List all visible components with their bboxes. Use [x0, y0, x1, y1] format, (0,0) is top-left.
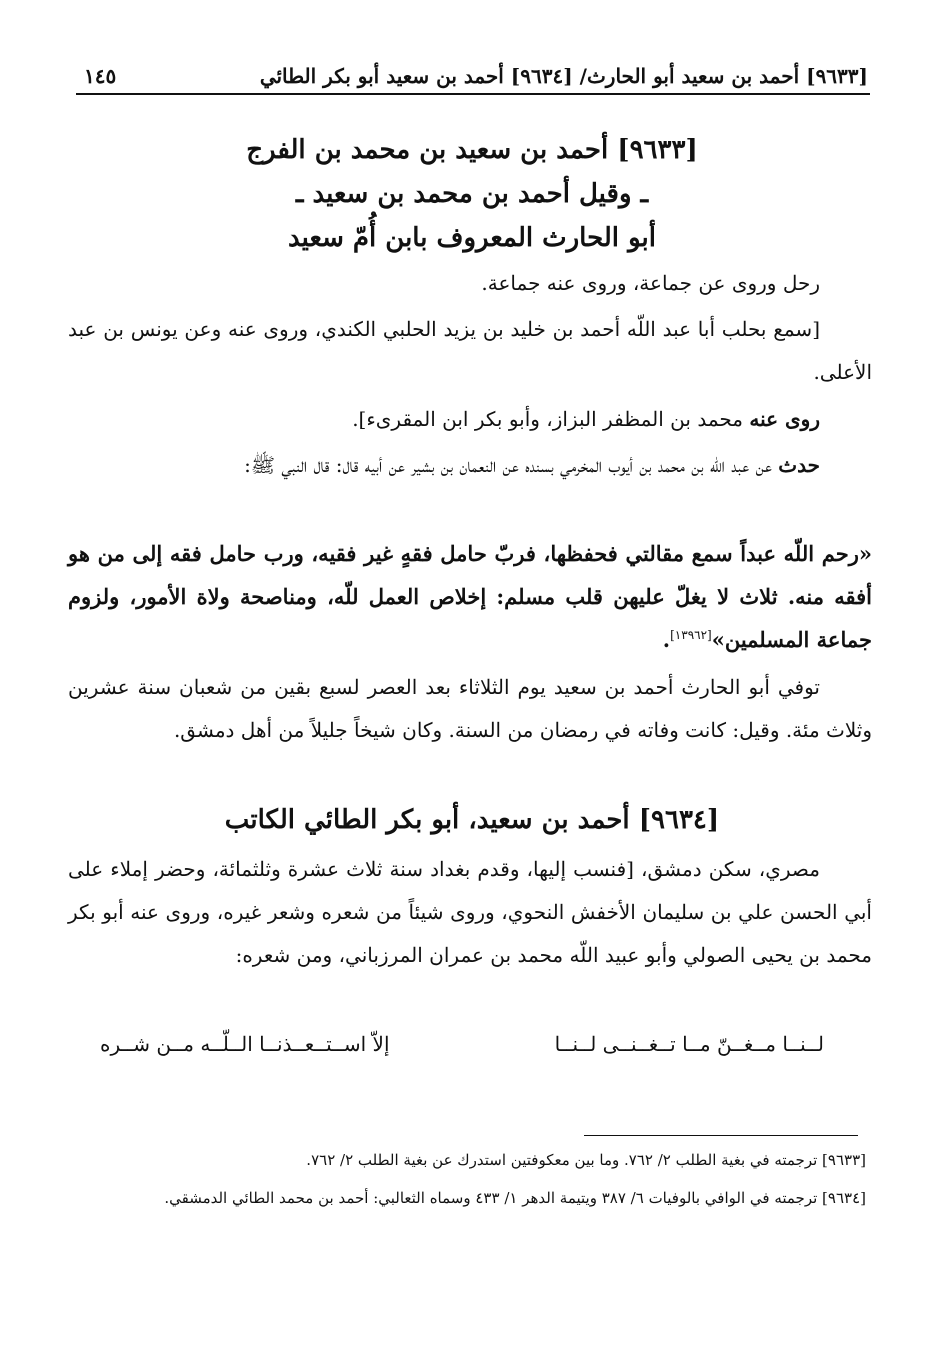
entry-9633-p4-text: عن عبد اللّه بن محمد بن أيوب المخرمي بسنده عن النعمان بن بشير عن أبيه قال: قال النبي ﷺ: [244, 453, 779, 477]
entry-9634-p1-text: مصري، سكن دمشق، [فنسب إليها، وقدم بغداد سنة ثلاث عشرة وثلثمائة، وحضر إملاء على أبي الحسن علي بن سليمان الأخفش النحوي، وروى شيئاً من شعره وشعر غيره، وروى عنه أبو بكر محمد بن يحيى الصولي وأبو عبيد اللّه محمد بن عمران المرزباني، ومن شعره: [68, 857, 872, 967]
entry-9634-paragraph-1 [68, 848, 872, 977]
running-header [78, 44, 868, 88]
entry-9634-title-line: [٩٦٣٤] أحمد بن سعيد، أبو بكر الطائي الكاتب [224, 805, 720, 835]
hadith-reference: [١٣٩٦٢] [670, 628, 712, 642]
entry-9633-p5-text: توفي أبو الحارث أحمد بن سعيد يوم الثلاثاء بعد العصر لسبع بقين من شعبان سنة عشرين وثلاث مئة. وقيل: كانت وفاته في رمضان من السنة. وكان شيخاً جليلاً من أهل دمشق. [68, 675, 872, 742]
verse-second-hemistich: إلاّ اســتــعــذنــا الــلّــه مــن شــره [100, 1032, 390, 1056]
verse-first-hemistich: لــنــا مــغــنّ مــا تــغــنــى لــنــا [554, 1032, 824, 1056]
entry-9633-title-line-2: ـ وقيل أحمد بن محمد بن سعيد ـ [295, 179, 649, 209]
hadith-text [68, 532, 872, 661]
entry-9633-paragraph-4 [68, 444, 872, 487]
entry-9633-p3-text: محمد بن المظفر البزاز، وأبو بكر ابن المقرىء]. [352, 407, 750, 431]
entry-9634-title [60, 798, 884, 842]
entry-9633-paragraph-1 [68, 262, 872, 305]
entry-9633-title-line-1: [٩٦٣٣] أحمد بن سعيد بن محمد بن الفرج [246, 135, 698, 165]
rawa-anhu-label: روى عنه [749, 407, 820, 431]
entry-9633-paragraph-5 [68, 666, 872, 752]
entry-9633-p2-text: [سمع بحلب أبا عبد اللّه أحمد بن خليد بن يزيد الحلبي الكندي، وروى عنه وعن يونس بن عبد الأعلى. [68, 317, 872, 384]
page-number: ١٤٥ [84, 64, 117, 88]
entry-9633-p1-text: رحل وروى عن جماعة، وروى عنه جماعة. [481, 271, 820, 295]
entry-9633-title-line-3: أبو الحارث المعروف بابن أُمّ سعيد [288, 223, 656, 253]
footnote-9633: [٩٦٣٣] ترجمته في بغية الطلب ٢/ ٧٦٢. وما بين معكوفتين استدرك عن بغية الطلب ٢/ ٧٦٢. [306, 1151, 866, 1169]
header-rule [76, 93, 870, 95]
haddatha-label: حدث [778, 453, 820, 477]
entry-9633-paragraph-2 [68, 308, 872, 394]
entry-9633-title [60, 128, 884, 260]
poem-verse [100, 1022, 824, 1066]
running-header-title: [٩٦٣٣] أحمد بن سعيد أبو الحارث/ [٩٦٣٤] أحمد بن سعيد أبو بكر الطائي [259, 64, 868, 88]
footnote-9634: [٩٦٣٤] ترجمته في الوافي بالوفيات ٦/ ٣٨٧ ويتيمة الدهر ١/ ٤٣٣ وسماه الثعالبي: أحمد بن محمد الطائي الدمشقي. [164, 1189, 866, 1207]
footnote-rule [584, 1135, 858, 1136]
hadith-end: . [662, 627, 671, 652]
hadith-body: «رحم اللّه عبداً سمع مقالتي فحفظها، فربّ حامل فقهٍ غير فقيه، ورب حامل فقه إلى من هو أفقه منه. ثلاث لا يغلّ عليهن قلب مسلم: إخلاص العمل للّه، ومناصحة ولاة الأمور، ولزوم جماعة المسلمين» [68, 541, 872, 652]
entry-9633-paragraph-3 [68, 398, 872, 441]
